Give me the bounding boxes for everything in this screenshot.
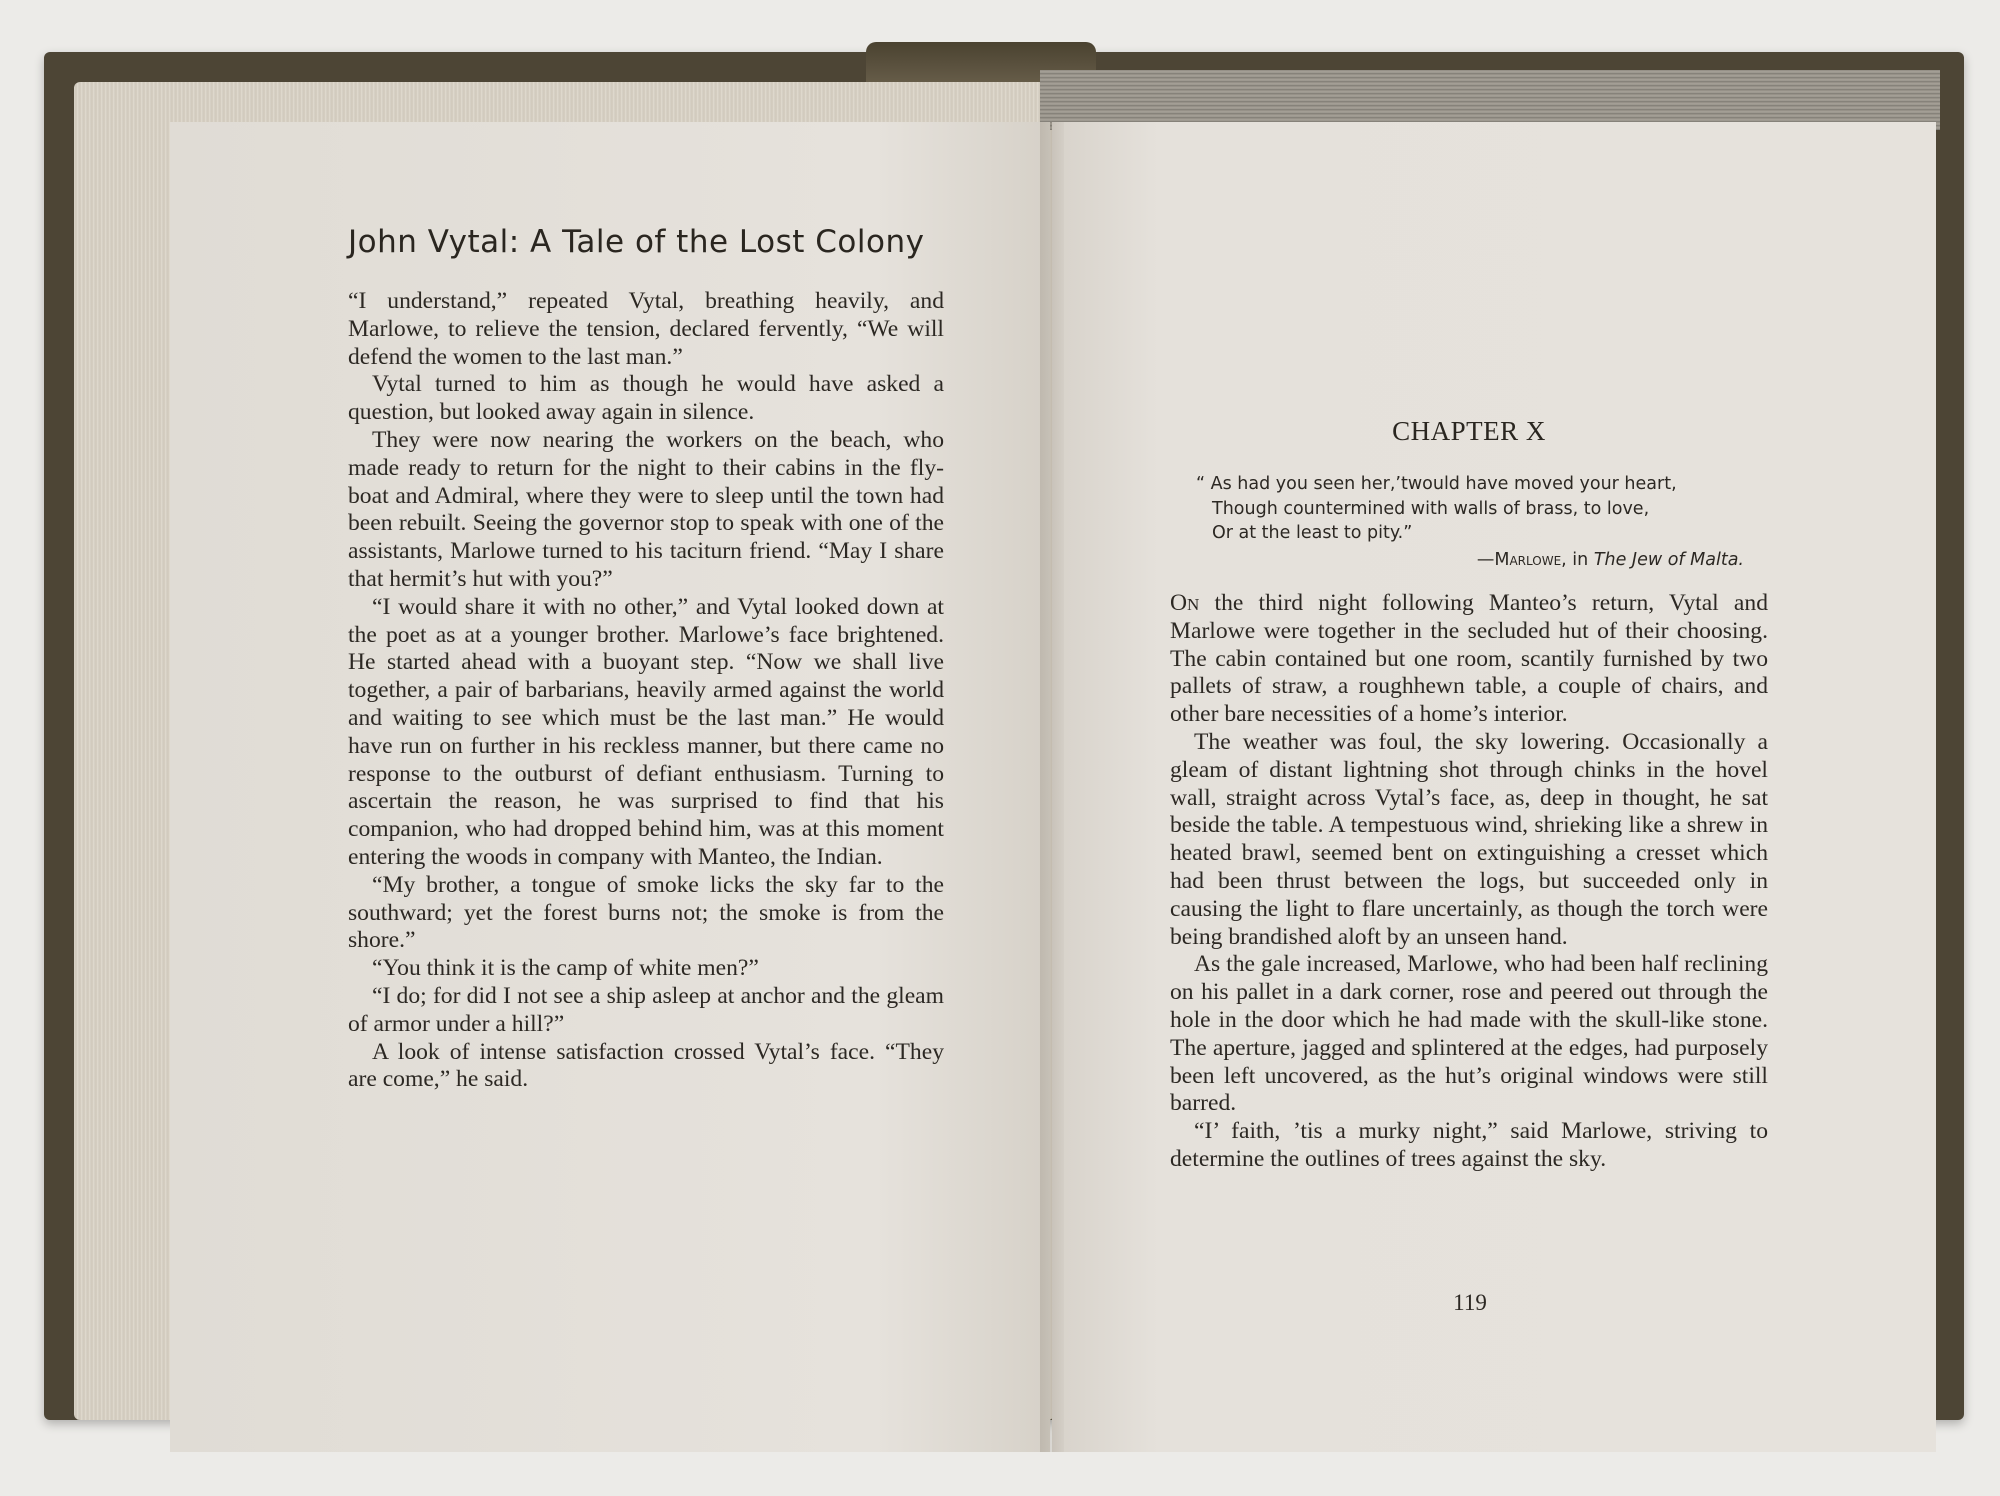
paragraph: “I would share it with no other,” and Vytal looked down at the poet as at a younger brother. Marlowe’s face brightened. He started ahead with a buoyant step. “Now we shall live together, a pair of barbarians, heavily armed against the world and waiting to see which must be the last man.” He would have run on further in his reckless manner, but there came no response to the outburst of defiant enthusiasm. Turning to ascertain the reason, he was surprised to find that his companion, who had dropped behind him, was at this moment entering the woods in company with Manteo, the Indian. (348, 593, 944, 870)
opening-word: On (1170, 590, 1200, 616)
right-page-text (1170, 590, 1768, 1174)
epigraph-line: Though countermined with walls of brass, to love, (1212, 498, 1650, 519)
paragraph: “I do; for did I not see a ship asleep at anchor and the gleam of armor under a hill?” (348, 982, 944, 1037)
page-stack-top-right (1040, 70, 1940, 130)
paragraph: The weather was foul, the sky lowering. Occasionally a gleam of distant lightning shot through chinks in the hovel wall, straight across Vytal’s face, as, deep in thought, he sat beside the table. A tempestuous wind, shrieking like a shrew in heated brawl, seemed bent on extinguishing a cresset which had been thrust between the logs, but succeeded only in causing the light to flare uncertainly, as though the torch were being brandished aloft by an unseen hand. (1170, 728, 1768, 950)
paragraph: “You think it is the camp of white men?” (372, 955, 759, 982)
left-page-text (348, 288, 944, 1094)
epigraph (1196, 472, 1744, 572)
opening-paragraph-rest: the third night following Manteo’s return, Vytal and Marlowe were together in the secluded hut of their choosing. The cabin contained but one room, scantily furnished by two pallets of straw, a roughhewn table, a couple of chairs, and other bare necessities of a home’s interior. (1170, 590, 1768, 728)
paragraph: As the gale increased, Marlowe, who had been half reclining on his pallet in a dark corner, rose and peered out through the hole in the door which he had made with the skull-like stone. The aperture, jagged and splintered at the edges, had purposely been left uncovered, as the hut’s original windows were still barred. (1170, 951, 1768, 1117)
epigraph-line: Or at the least to pity.” (1212, 523, 1413, 543)
epigraph-line: “ As had you seen her,’twould have moved your heart, (1196, 474, 1677, 494)
paragraph (1170, 590, 1768, 729)
paragraph: Vytal turned to him as though he would have asked a question, but looked away again in silence. (348, 371, 944, 426)
paragraph: They were now nearing the workers on the beach, who made ready to return for the night to their cabins in the fly-boat and Admiral, where they were to sleep until the town had been rebuilt. Seeing the governor stop to speak with one of the assistants, Marlowe turned to his taciturn friend. “May I share that hermit’s hut with you?” (348, 426, 944, 592)
paragraph: A look of intense satisfaction crossed Vytal’s face. “They are come,” he said. (348, 1038, 944, 1093)
running-head: John Vytal: A Tale of the Lost Colony (348, 224, 925, 260)
paragraph: “I’ faith, ’tis a murky night,” said Marlowe, striving to determine the outlines of trees against the sky. (1170, 1118, 1768, 1172)
page-number: 119 (1453, 1290, 1487, 1315)
epigraph-author: —Marlowe, (1476, 549, 1567, 570)
epigraph-attribution (1196, 548, 1744, 573)
paragraph: “I understand,” repeated Vytal, breathing heavily, and Marlowe, to relieve the tension, declared fervently, “We will defend the women to the last man.” (348, 288, 944, 370)
book-gutter (1040, 122, 1064, 1452)
chapter-title: CHAPTER X (1392, 416, 1546, 446)
epigraph-work: The Jew of Malta. (1593, 549, 1744, 570)
paragraph: “My brother, a tongue of smoke licks the sky far to the southward; yet the forest burns not; the smoke is from the shore.” (348, 871, 944, 954)
epigraph-in: in (1566, 549, 1594, 570)
